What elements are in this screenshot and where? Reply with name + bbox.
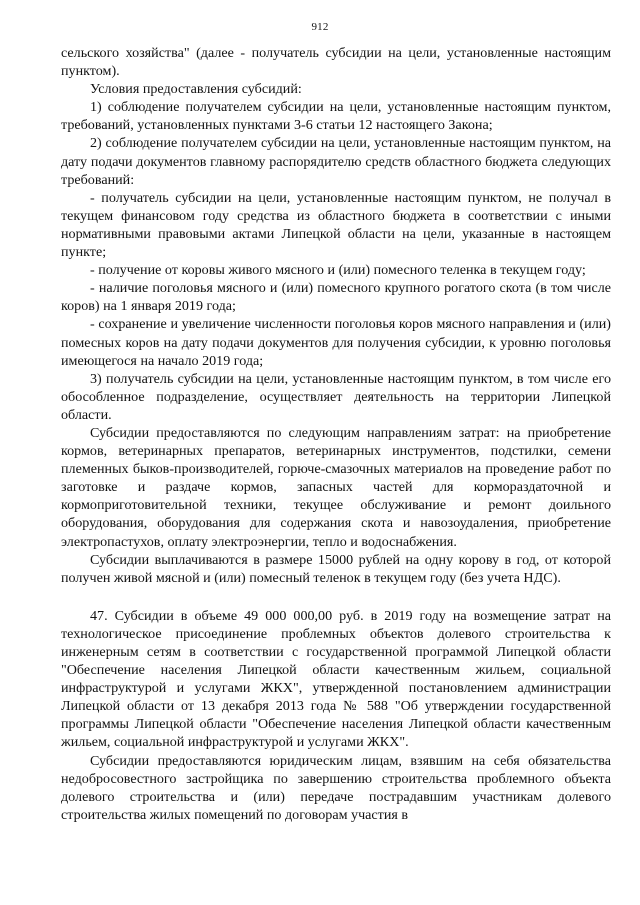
paragraph-condition-2: 2) соблюдение получателем субсидии на цели, установленные настоящим пунктом, на дату подачи документов главному распорядителю средств областного бюджета следующих требований: (61, 135, 611, 188)
paragraph-item-47: 47. Субсидии в объеме 49 000 000,00 руб. в 2019 году на возмещение затрат на технологическое присоединение проблемных объектов долевого строительства к инженерным сетям в соответствии с государственной программой Липецкой области "Обеспечение населения Липецкой области качественным жильем, социальной инфраструктурой и услугами ЖКХ", утвержденной постановлением администрации Липецкой области от 13 декабря 2013 года № 588 "Об утверждении государственной программы Липецкой области "Обеспечение населения Липецкой области качественным жильем, социальной инфраструктурой и услугами ЖКХ". (61, 607, 611, 751)
paragraph-continuation: сельского хозяйства" (далее - получатель субсидии на цели, установленные настоящим пунктом). (61, 45, 611, 80)
page-number: 912 (311, 21, 329, 33)
paragraph-requirement-2: - получение от коровы живого мясного и (или) помесного теленка в текущем году; (90, 262, 586, 279)
paragraph-condition-3: 3) получатель субсидии на цели, установленные настоящим пунктом, в том числе его обособленное подразделение, осуществляет деятельность на территории Липецкой области. (61, 370, 611, 423)
paragraph-conditions-heading: Условия предоставления субсидий: (90, 81, 302, 98)
paragraph-requirement-1: - получатель субсидии на цели, установленные настоящим пунктом, не получал в текущем финансовом году средства из областного бюджета в соответствии с иными нормативными правовыми актами Липецкой области на цели, указанные в настоящем пункте; (61, 189, 611, 261)
document-body (61, 44, 611, 824)
paragraph-recipients: Субсидии предоставляются юридическим лицам, взявшим на себя обязательства недобросовестного застройщика по завершению строительства проблемного объекта долевого строительства и (или) передаче пострадавшим участникам долевого строительства жилых помещений по договорам участия в (61, 752, 611, 823)
paragraph-requirement-3: - наличие поголовья мясного и (или) помесного крупного рогатого скота (в том числе коров) на 1 января 2019 года; (61, 280, 611, 315)
paragraph-requirement-4: - сохранение и увеличение численности поголовья коров мясного направления и (или) помесных коров на дату подачи документов для получения субсидии, к уровню поголовья имеющегося на начало 2019 года; (61, 316, 611, 369)
paragraph-expense-directions: Субсидии предоставляются по следующим направлениям затрат: на приобретение кормов, ветеринарных препаратов, ветеринарных инструментов, подстилки, семени племенных быков-производителей, горюче-смазочных материалов на проведение работ по заготовке и раздаче кормов, запасных частей для кормораздаточной и кормоприготовительной техники, текущее обслуживание и ремонт доильного оборудования, оборудования для содержания скота и навозоудаления, приобретение электропастухов, оплату электроэнергии, тепло и водоснабжения. (61, 424, 611, 550)
paragraph-payment-amount: Субсидии выплачиваются в размере 15000 рублей на одну корову в год, от которой получен живой мясной и (или) помесный теленок в текущем году (без учета НДС). (61, 551, 611, 586)
paragraph-condition-1: 1) соблюдение получателем субсидии на цели, установленные настоящим пунктом, требований, установленных пунктами 3-6 статьи 12 настоящего Закона; (61, 99, 611, 134)
